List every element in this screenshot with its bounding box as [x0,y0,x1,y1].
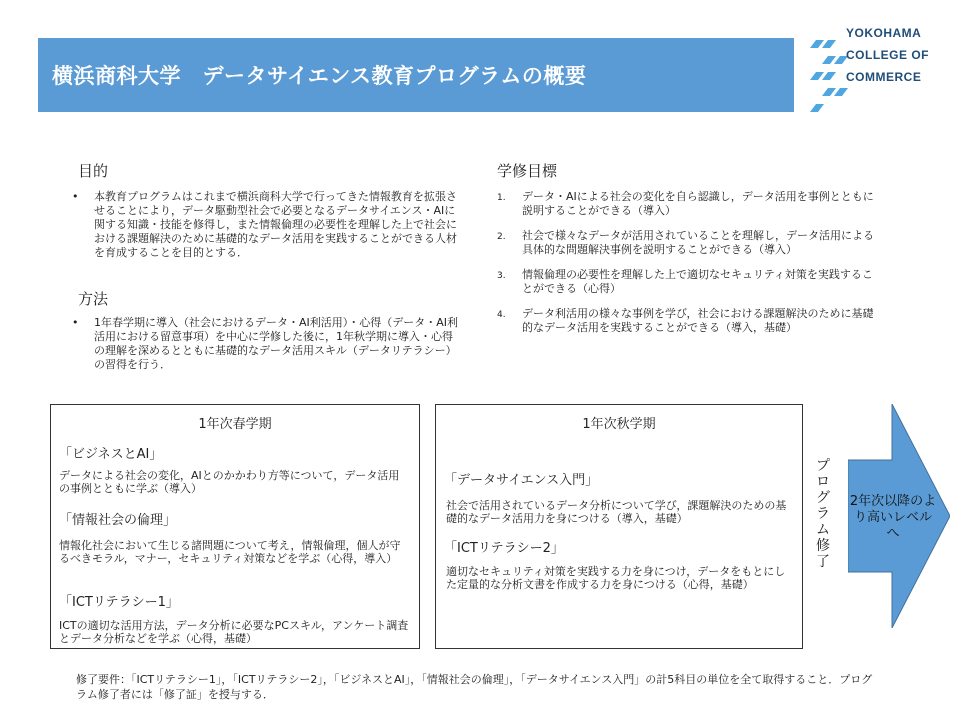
course-title: 「ビジネスとAI」 [59,447,163,462]
title-bar [38,38,794,112]
goals-list [497,190,882,346]
goal-item [497,190,882,218]
goal-text: データ・AIによる社会の変化を自ら認識し，データ活用を事例とともに説明することができる（導入） [522,190,874,217]
course-desc: ICTの適切な活用方法，データ分析に必要なPCスキル，アンケート調査とデータ分析などを学ぶ（心得，基礎） [59,619,409,645]
purpose-text: 本教育プログラムはこれまで横浜商科大学で行ってきた情報教育を拡張させることにより，データ駆動型社会で必要となるデータサイエンス・AIに関する知識・技能を修得し，また情報倫理の必要性を理解した上で社会における課題解決のために基礎的なデータ活用を実践することができる人材を育成することを目的とする． [94,190,457,259]
goal-item [497,268,882,296]
college-logo [810,22,950,122]
logo-line-3: COMMERCE [846,70,922,84]
spring-title: 1年次春学期 [198,417,272,432]
goal-number: 3. [497,271,506,281]
goal-text: データ利活用の様々な事例を学び，社会における課題解決のために基礎的なデータ活用を実践することができる（導入，基礎） [522,307,874,334]
course-title: 「データサイエンス入門」 [444,473,599,488]
logo-line-1: YOKOHAMA [846,26,922,40]
course-desc: データによる社会の変化，AIとのかかわり方等について，データ活用の事例とともに学ぶ（導入） [59,469,400,495]
course-title: 「情報社会の倫理」 [59,513,177,528]
goal-number: 1. [497,193,506,203]
completion-requirements: 修了要件：「ICTリテラシー1」，「ICTリテラシー2」，「ビジネスとAI」，「情報社会の倫理」，「データサイエンス入門」の計5科目の単位を全て取得すること．プログラム修了者には「修了証」を授与する． [76,673,873,701]
goal-number: 2. [497,232,506,242]
course-title: 「ICTリテラシー2」 [444,541,564,556]
course-desc: 社会で活用されているデータ分析について学び，課題解決のための基礎的なデータ活用力を身につける（導入，基礎） [446,499,787,525]
course-desc: 適切なセキュリティ対策を実践する力を身につけ，データをもとにした定量的な分析文書を作成する力を身につける（心得，基礎） [446,565,786,591]
bullet-mark: • [72,190,79,203]
college-logo-icon [810,22,850,122]
autumn-title: 1年次秋学期 [582,417,656,432]
method-text: 1年春学期に導入（社会におけるデータ・AI利活用）・心得（データ・AI利活用における留意事項）を中心に学修した後に，1年秋学期に導入・心得の理解を深めるとともに基礎的なデータ活用スキル（データリテラシー）の習得を行う． [94,316,459,371]
goal-item [497,229,882,257]
purpose-list [72,190,462,260]
method-item [72,316,462,372]
next-level-label: 2年次以降のより高いレベルへ [849,494,937,541]
logo-line-2: COLLEGE OF [846,48,929,62]
goal-number: 4. [497,310,506,320]
page-title: 横浜商科大学 データサイエンス教育プログラムの概要 [52,64,587,88]
goal-item [497,307,882,335]
goal-text: 社会で様々なデータが活用されていることを理解し，データ活用による具体的な問題解決事例を説明することができる（導入） [522,229,874,256]
program-completion-label: プログラム修了 [816,458,830,570]
method-heading: 方法 [78,290,109,308]
method-list [72,316,462,372]
bullet-mark: • [72,316,79,329]
spring-semester-box [50,404,420,649]
course-title: 「ICTリテラシー1」 [59,595,179,610]
goal-text: 情報倫理の必要性を理解した上で適切なセキュリティ対策を実践することができる（心得） [522,268,873,295]
goals-heading: 学修目標 [497,162,558,180]
purpose-heading: 目的 [78,162,109,180]
course-desc: 情報化社会において生じる諸問題について考え，情報倫理，個人が守るべきモラル，マナー，セキュリティ対策などを学ぶ（心得，導入） [59,539,401,565]
autumn-semester-box [435,404,803,649]
purpose-item [72,190,462,260]
